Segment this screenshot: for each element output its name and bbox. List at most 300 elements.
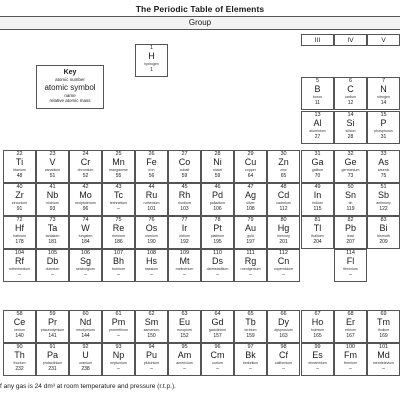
relative-mass: 204 — [313, 239, 322, 245]
atomic-symbol: Os — [145, 223, 158, 233]
relative-mass: 56 — [148, 173, 155, 179]
atomic-number: 25 — [115, 151, 122, 157]
element-cell-ds — [201, 249, 234, 282]
relative-mass: 103 — [180, 206, 189, 212]
element-cell-ga — [301, 150, 334, 183]
atomic-number: 68 — [347, 311, 354, 317]
atomic-number: 81 — [314, 217, 321, 223]
relative-mass: 181 — [48, 239, 57, 245]
element-cell-au — [234, 216, 267, 249]
footnote: f any gas is 24 dm³ at room temperature and pressure (r.t.p.). — [0, 383, 176, 390]
relative-mass: 119 — [346, 206, 355, 212]
element-name: tungsten — [78, 234, 93, 238]
element-cell-sn — [334, 183, 367, 216]
atomic-number: 26 — [148, 151, 155, 157]
element-cell-w — [69, 216, 102, 249]
atomic-number: 6 — [348, 78, 353, 84]
relative-mass: – — [216, 366, 219, 372]
page-title: The Periodic Table of Elements — [135, 4, 265, 14]
relative-mass: – — [150, 366, 153, 372]
atomic-number: 101 — [378, 344, 389, 350]
element-cell-dy — [267, 310, 300, 343]
element-name: mercury — [277, 234, 290, 238]
atomic-symbol: Eu — [178, 317, 190, 327]
atomic-symbol: Pt — [213, 223, 222, 233]
element-cell-pr — [36, 310, 69, 343]
relative-mass: 73 — [347, 173, 354, 179]
element-cell-re — [102, 216, 135, 249]
element-cell-rh — [168, 183, 201, 216]
atomic-symbol: B — [314, 84, 321, 94]
element-cell-ni — [201, 150, 234, 183]
atomic-number: 98 — [280, 344, 287, 350]
element-name: titanium — [13, 168, 26, 172]
element-name: thorium — [13, 361, 26, 365]
relative-mass: 184 — [81, 239, 90, 245]
relative-mass: – — [349, 366, 352, 372]
atomic-symbol: Tm — [377, 317, 390, 327]
key-name: name — [64, 93, 76, 98]
atomic-number: 66 — [280, 311, 287, 317]
element-name: promethium — [109, 328, 128, 332]
atomic-symbol: Am — [177, 350, 192, 360]
atomic-number: 58 — [16, 311, 23, 317]
element-cell-os — [135, 216, 168, 249]
element-cell-hs — [135, 249, 168, 282]
atomic-number: 97 — [247, 344, 254, 350]
relative-mass: 96 — [82, 206, 89, 212]
element-name: thallium — [311, 234, 324, 238]
element-cell-pd — [201, 183, 234, 216]
element-cell-n — [367, 77, 400, 110]
element-cell-b — [301, 77, 334, 110]
element-name: uranium — [79, 361, 92, 365]
element-name: palladium — [209, 201, 226, 205]
relative-mass: 141 — [48, 333, 57, 339]
element-name: fermium — [344, 361, 357, 365]
element-name: molybdenum — [75, 201, 96, 205]
element-cell-ru — [135, 183, 168, 216]
atomic-symbol: Fe — [146, 157, 157, 167]
relative-mass: 101 — [147, 206, 156, 212]
element-cell-es — [301, 343, 334, 376]
atomic-number: 28 — [214, 151, 221, 157]
element-cell-pb — [334, 216, 367, 249]
element-cell-si — [334, 111, 367, 144]
element-cell-ho — [301, 310, 334, 343]
atomic-number: 50 — [347, 184, 354, 190]
element-cell-nd — [69, 310, 102, 343]
atomic-symbol: Th — [14, 350, 25, 360]
element-name: cobalt — [179, 168, 190, 172]
key-atomic-number: atomic number — [55, 77, 85, 82]
element-name: technetium — [109, 201, 128, 205]
element-cell-er — [334, 310, 367, 343]
atomic-symbol: Co — [178, 157, 191, 167]
key-relative-mass: relative atomic mass — [49, 98, 91, 103]
element-name: darmstadtium — [206, 267, 229, 271]
relative-mass: 152 — [180, 333, 189, 339]
atomic-symbol: N — [380, 84, 387, 94]
element-cell-fm — [334, 343, 367, 376]
relative-mass: – — [51, 272, 54, 278]
element-name: meitnerium — [175, 267, 194, 271]
atomic-number: 67 — [314, 311, 321, 317]
atomic-number: 100 — [345, 344, 356, 350]
element-name: gadolinium — [208, 328, 227, 332]
element-cell-hg — [267, 216, 300, 249]
atomic-symbol: W — [81, 223, 90, 233]
element-name: boron — [312, 95, 323, 99]
atomic-number: 110 — [213, 250, 222, 256]
relative-mass: 1 — [150, 67, 153, 73]
key-legend — [36, 65, 104, 109]
atomic-number: 29 — [247, 151, 254, 157]
element-cell-ce — [3, 310, 36, 343]
element-cell-as — [367, 150, 400, 183]
relative-mass: 192 — [180, 239, 189, 245]
atomic-symbol: Tl — [313, 223, 322, 233]
element-cell-sb — [367, 183, 400, 216]
element-name: carbon — [345, 95, 356, 99]
atomic-number: 83 — [380, 217, 387, 223]
atomic-symbol: Pa — [46, 350, 58, 360]
element-cell-sg — [69, 249, 102, 282]
atomic-symbol: Cr — [80, 157, 91, 167]
relative-mass: – — [183, 366, 186, 372]
element-name: germanium — [341, 168, 360, 172]
atomic-number: 46 — [214, 184, 221, 190]
element-cell-pa — [36, 343, 69, 376]
atomic-number: 99 — [314, 344, 321, 350]
atomic-symbol: Ti — [15, 157, 24, 167]
element-cell-in — [301, 183, 334, 216]
atomic-symbol: Cm — [210, 350, 225, 360]
atomic-number: 91 — [49, 344, 56, 350]
element-name: hydrogen — [144, 62, 159, 66]
element-name: silicon — [345, 129, 356, 133]
element-cell-zn — [267, 150, 300, 183]
element-cell-mn — [102, 150, 135, 183]
atomic-symbol: Fm — [344, 350, 357, 360]
element-name: thulium — [377, 328, 390, 332]
atomic-symbol: Pu — [145, 350, 157, 360]
atomic-number: 64 — [214, 311, 221, 317]
relative-mass: 70 — [314, 173, 321, 179]
element-name: einsteinium — [308, 361, 327, 365]
atomic-number: 96 — [214, 344, 221, 350]
element-cell-tl — [301, 216, 334, 249]
relative-mass: – — [18, 272, 21, 278]
element-cell-hf — [3, 216, 36, 249]
element-cell-tm — [367, 310, 400, 343]
atomic-number: 92 — [82, 344, 89, 350]
atomic-number: 42 — [82, 184, 89, 190]
atomic-symbol: Fl — [346, 256, 355, 266]
element-name: platinum — [210, 234, 225, 238]
atomic-symbol: Md — [377, 350, 390, 360]
atomic-number: 65 — [247, 311, 254, 317]
atomic-number: 40 — [16, 184, 23, 190]
group-bar — [0, 16, 400, 30]
atomic-symbol: Nd — [79, 317, 92, 327]
element-name: terbium — [244, 328, 257, 332]
element-cell-th — [3, 343, 36, 376]
atomic-symbol: Ta — [47, 223, 58, 233]
element-name: manganese — [109, 168, 128, 172]
element-name: vanadium — [44, 168, 61, 172]
atomic-number: 44 — [148, 184, 155, 190]
element-name: antimony — [376, 201, 391, 205]
element-cell-ag — [234, 183, 267, 216]
atomic-number: 47 — [247, 184, 254, 190]
atomic-number: 1 — [149, 45, 154, 51]
relative-mass: – — [216, 272, 219, 278]
relative-mass: 14 — [380, 100, 387, 106]
key-atomic-symbol: atomic symbol — [44, 83, 96, 92]
element-name: osmium — [145, 234, 158, 238]
atomic-symbol: Ds — [212, 256, 223, 266]
group-label: Group — [188, 18, 212, 27]
element-cell-am — [168, 343, 201, 376]
relative-mass: 122 — [379, 206, 388, 212]
atomic-symbol: Dy — [278, 317, 289, 327]
relative-mass: 12 — [347, 100, 354, 106]
atomic-symbol: Pd — [211, 190, 223, 200]
element-cell-v — [36, 150, 69, 183]
atomic-symbol: Tb — [245, 317, 256, 327]
atomic-symbol: Bi — [379, 223, 388, 233]
element-cell-mo — [69, 183, 102, 216]
relative-mass: – — [183, 272, 186, 278]
element-cell-co — [168, 150, 201, 183]
relative-mass: 108 — [246, 206, 255, 212]
element-cell-md — [367, 343, 400, 376]
atomic-number: 69 — [380, 311, 387, 317]
relative-mass: 115 — [313, 206, 322, 212]
element-name: chromium — [77, 168, 94, 172]
atomic-number: 95 — [181, 344, 188, 350]
relative-mass: – — [249, 366, 252, 372]
atomic-symbol: Ag — [244, 190, 256, 200]
element-cell-cr — [69, 150, 102, 183]
relative-mass: 59 — [214, 173, 221, 179]
atomic-symbol: Zr — [15, 190, 24, 200]
relative-mass: – — [117, 206, 120, 212]
atomic-number: 5 — [315, 78, 320, 84]
element-cell-h — [135, 44, 168, 77]
atomic-number: 108 — [146, 250, 157, 256]
element-name: copper — [245, 168, 256, 172]
element-cell-ta — [36, 216, 69, 249]
atomic-number: 41 — [49, 184, 56, 190]
atomic-symbol: As — [378, 157, 389, 167]
atomic-number: 106 — [80, 250, 91, 256]
atomic-number: 63 — [181, 311, 188, 317]
relative-mass: 65 — [280, 173, 287, 179]
atomic-number: 43 — [115, 184, 122, 190]
element-cell-ir — [168, 216, 201, 249]
element-cell-rf — [3, 249, 36, 282]
element-name: copernicium — [273, 267, 294, 271]
element-name: flerovium — [343, 267, 358, 271]
element-name: mendelevium — [372, 361, 395, 365]
relative-mass: 232 — [15, 366, 24, 372]
element-name: samarium — [143, 328, 160, 332]
atomic-symbol: Pb — [344, 223, 356, 233]
relative-mass: 197 — [246, 239, 255, 245]
atomic-number: 30 — [280, 151, 287, 157]
atomic-symbol: Nb — [46, 190, 59, 200]
atomic-number: 14 — [347, 112, 354, 118]
atomic-symbol: Ho — [311, 317, 324, 327]
atomic-symbol: Ge — [344, 157, 357, 167]
atomic-number: 107 — [113, 250, 124, 256]
relative-mass: 144 — [81, 333, 90, 339]
relative-mass: 28 — [347, 134, 354, 140]
atomic-symbol: Sm — [144, 317, 159, 327]
element-name: hafnium — [13, 234, 26, 238]
element-name: ruthenium — [143, 201, 160, 205]
atomic-number: 31 — [314, 151, 321, 157]
atomic-number: 13 — [314, 112, 321, 118]
group-header-iv: IV — [334, 34, 367, 46]
element-cell-nb — [36, 183, 69, 216]
atomic-symbol: Er — [346, 317, 355, 327]
element-name: phosphorus — [374, 129, 393, 133]
atomic-symbol: Pr — [48, 317, 57, 327]
element-name: berkelium — [242, 361, 259, 365]
atomic-symbol: Au — [244, 223, 256, 233]
element-cell-pm — [102, 310, 135, 343]
atomic-number: 112 — [279, 250, 288, 256]
element-name: praseodymium — [40, 328, 65, 332]
element-cell-eu — [168, 310, 201, 343]
element-cell-ti — [3, 150, 36, 183]
relative-mass: – — [117, 333, 120, 339]
element-name: iron — [148, 168, 155, 172]
element-cell-fe — [135, 150, 168, 183]
atomic-symbol: Sg — [79, 256, 91, 266]
atomic-number: 45 — [181, 184, 188, 190]
atomic-symbol: Cn — [277, 256, 290, 266]
atomic-symbol: Si — [346, 118, 355, 128]
relative-mass: 150 — [147, 333, 156, 339]
relative-mass: 238 — [81, 366, 90, 372]
atomic-number: 109 — [179, 250, 190, 256]
element-name: neptunium — [110, 361, 127, 365]
atomic-symbol: Ir — [181, 223, 188, 233]
atomic-number: 7 — [381, 78, 386, 84]
relative-mass: – — [84, 272, 87, 278]
atomic-symbol: Ce — [13, 317, 26, 327]
atomic-symbol: H — [148, 51, 155, 61]
element-cell-u — [69, 343, 102, 376]
relative-mass: – — [150, 272, 153, 278]
atomic-number: 59 — [49, 311, 56, 317]
atomic-number: 79 — [247, 217, 254, 223]
atomic-symbol: Pm — [111, 317, 126, 327]
element-cell-np — [102, 343, 135, 376]
atomic-symbol: Ga — [311, 157, 324, 167]
relative-mass: – — [117, 366, 120, 372]
element-name: rhodium — [178, 201, 191, 205]
atomic-number: 80 — [280, 217, 287, 223]
atomic-number: 111 — [246, 250, 255, 256]
relative-mass: 190 — [147, 239, 156, 245]
element-name: lead — [347, 234, 354, 238]
element-cell-cd — [267, 183, 300, 216]
relative-mass: 75 — [380, 173, 387, 179]
atomic-symbol: Sn — [344, 190, 356, 200]
element-name: roentgenium — [240, 267, 261, 271]
atomic-number: 22 — [16, 151, 23, 157]
atomic-symbol: Np — [112, 350, 125, 360]
element-name: arsenic — [377, 168, 390, 172]
atomic-number: 61 — [115, 311, 122, 317]
element-cell-mt — [168, 249, 201, 282]
atomic-symbol: C — [347, 84, 354, 94]
atomic-number: 60 — [82, 311, 89, 317]
atomic-number: 76 — [148, 217, 155, 223]
atomic-symbol: V — [49, 157, 56, 167]
element-name: europium — [177, 328, 192, 332]
atomic-number: 93 — [115, 344, 122, 350]
relative-mass: 169 — [379, 333, 388, 339]
element-cell-ge — [334, 150, 367, 183]
element-cell-cu — [234, 150, 267, 183]
element-name: nitrogen — [377, 95, 390, 99]
relative-mass: 55 — [115, 173, 122, 179]
relative-mass: 163 — [279, 333, 288, 339]
element-name: cerium — [14, 328, 25, 332]
relative-mass: – — [282, 272, 285, 278]
element-name: holmium — [310, 328, 325, 332]
relative-mass: 165 — [313, 333, 322, 339]
element-name: rhenium — [112, 234, 125, 238]
element-cell-cf — [267, 343, 300, 376]
atomic-symbol: Mt — [179, 256, 190, 266]
element-name: zirconium — [11, 201, 28, 205]
relative-mass: 159 — [246, 333, 255, 339]
atomic-number: 23 — [49, 151, 56, 157]
atomic-symbol: Ru — [145, 190, 158, 200]
element-name: dysprosium — [274, 328, 293, 332]
element-name: hassium — [144, 267, 159, 271]
atomic-symbol: Cd — [277, 190, 290, 200]
atomic-symbol: Mn — [112, 157, 125, 167]
element-name: aluminium — [309, 129, 326, 133]
atomic-symbol: Es — [312, 350, 323, 360]
element-cell-pt — [201, 216, 234, 249]
element-cell-bh — [102, 249, 135, 282]
relative-mass: 231 — [48, 366, 57, 372]
element-cell-bi — [367, 216, 400, 249]
element-name: gold — [247, 234, 254, 238]
relative-mass: – — [349, 272, 352, 278]
element-cell-bk — [234, 343, 267, 376]
relative-mass: 178 — [15, 239, 24, 245]
atomic-symbol: Zn — [278, 157, 289, 167]
atomic-symbol: Mo — [79, 190, 92, 200]
atomic-number: 15 — [380, 112, 387, 118]
relative-mass: 201 — [279, 239, 288, 245]
atomic-number: 75 — [115, 217, 122, 223]
element-name: tin — [348, 201, 353, 205]
atomic-number: 74 — [82, 217, 89, 223]
atomic-symbol: In — [313, 190, 322, 200]
atomic-symbol: U — [82, 350, 89, 360]
